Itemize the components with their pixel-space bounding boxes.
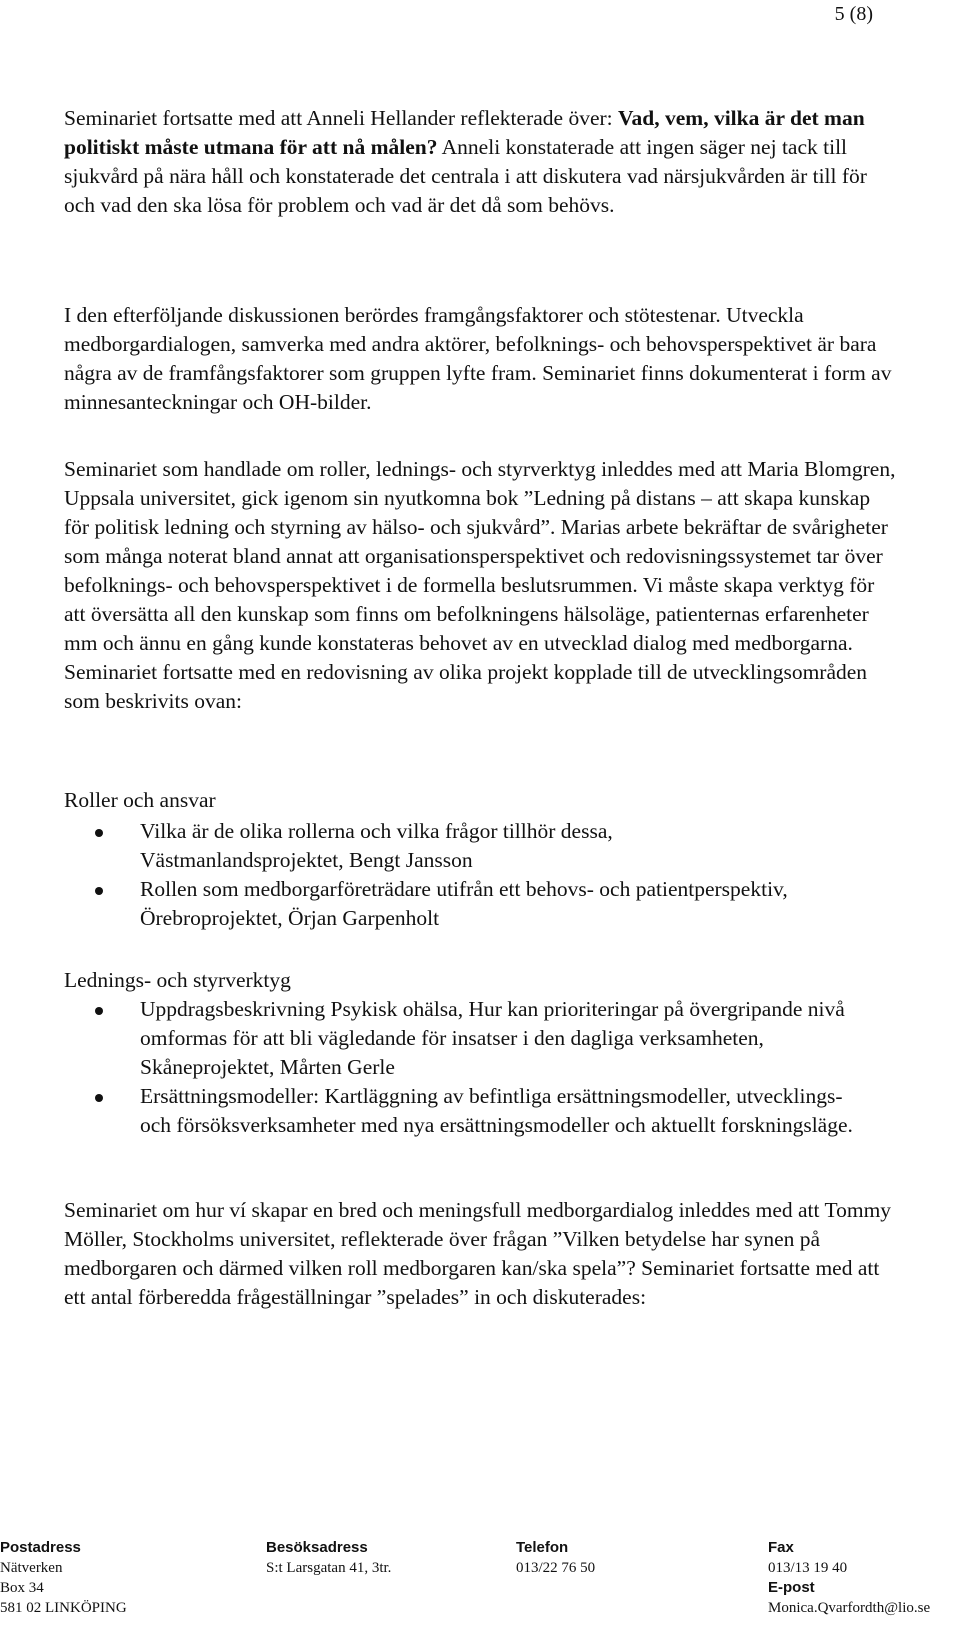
paragraph-rest: Anneli konstaterade att ingen säger nej tack till sjukvård på nära håll och konstaterade det centrala i att diskutera vad närsjukvården är till för och vad den ska lösa för problem och vad är det då som behövs. <box>64 135 867 217</box>
list-item <box>64 817 924 875</box>
footer-value: S:t Larsgatan 41, 3tr. <box>266 1560 392 1576</box>
footer-fax <box>768 1538 930 1618</box>
footer-postadress <box>0 1538 127 1618</box>
footer-value: Box 34 <box>0 1580 44 1596</box>
paragraph-bold-question: Vad, vem, vilka är det man politiskt måste utmana för att nå målen? <box>64 106 865 159</box>
page-footer <box>0 1538 960 1634</box>
list-item <box>64 995 854 1082</box>
lednings-list <box>64 995 854 1140</box>
paragraph-intro: Seminariet fortsatte med att Anneli Hellander reflekterade över: <box>64 106 618 130</box>
paragraph-discussion: I den efterföljande diskussionen berördes framgångsfaktorer och stötestenar. Utveckla medborgardialogen, samverka med andra aktörer, befolknings- och behovsperspektivet är bara några av de framfångsfaktorer som gruppen lyfte fram. Seminariet finns dokumenterat i form av minnesanteckningar och OH-bilder. <box>64 303 892 414</box>
section-heading-lednings: Lednings- och styrverktyg <box>64 968 291 992</box>
footer-telefon <box>516 1538 595 1578</box>
page-number: 5 (8) <box>834 3 873 25</box>
email-link[interactable]: Monica.Qvarfordth@lio.se <box>768 1600 931 1616</box>
paragraph-moller: Seminariet om hur ví skapar en bred och meningsfull medborgardialog inleddes med att Tommy Möller, Stockholms universitet, reflekterade över frågan ”Vilken betydelse har synen på medborgaren och därmed vilken roll medborgaren kan/ska spela”? Seminariet fortsatte med att ett antal förberedda frågeställningar ”spelades” in och diskuterades: <box>64 1198 892 1309</box>
list-item-line2: Västmanlandsprojektet, Bengt Jansson <box>140 848 473 872</box>
bullet-icon <box>95 1094 103 1102</box>
roller-list <box>64 817 924 933</box>
list-item <box>64 1082 854 1140</box>
footer-value: 581 02 LINKÖPING <box>0 1600 127 1616</box>
footer-value: Nätverken <box>0 1560 63 1576</box>
list-item-text: Ersättningsmodeller: Kartläggning av befintliga ersättningsmodeller, utvecklings- och försöksverksamheter med nya ersättningsmodeller och aktuellt forskningsläge. <box>140 1084 853 1137</box>
bullet-icon <box>95 887 103 895</box>
footer-label: E-post <box>768 1579 815 1596</box>
footer-label: Fax <box>768 1539 794 1556</box>
footer-besoksadress <box>266 1538 391 1578</box>
footer-label: Postadress <box>0 1539 81 1556</box>
list-item-line1: Vilka är de olika rollerna och vilka frågor tillhör dessa, <box>140 819 613 843</box>
paragraph-hellander <box>64 104 900 220</box>
list-item <box>64 875 924 933</box>
footer-value: 013/22 76 50 <box>516 1560 596 1576</box>
paragraph-blomgren: Seminariet som handlade om roller, lednings- och styrverktyg inleddes med att Maria Blomgren, Uppsala universitet, gick igenom sin nyutkomna bok ”Ledning på distans – att skapa kunskap för politisk ledning och styrning av hälso- och sjukvård”. Marias arbete bekräftar de svårigheter som många noterat bland annat att organisationsperspektivet och redovisningssystemet tar över befolknings- och behovsperspektivet i de formella beslutsrummen. Vi måste skapa verktyg för att översätta all den kunskap som finns om befolkningens hälsoläge, patienternas erfarenheter mm och ännu en gång kunde konstateras behovet av en utvecklad dialog med medborgarna. Seminariet fortsatte med en redovisning av olika projekt kopplade till de utvecklingsområden som beskrivits ovan: <box>64 457 896 713</box>
bullet-icon <box>95 829 103 837</box>
list-item-line2: Örebroprojektet, Örjan Garpenholt <box>140 906 440 930</box>
bullet-icon <box>95 1007 103 1015</box>
footer-value: 013/13 19 40 <box>768 1560 848 1576</box>
footer-label: Besöksadress <box>266 1539 368 1556</box>
list-item-line1: Rollen som medborgarföreträdare utifrån ett behovs- och patientperspektiv, <box>140 877 788 901</box>
section-heading-roller: Roller och ansvar <box>64 788 216 812</box>
footer-label: Telefon <box>516 1539 569 1556</box>
list-item-text: Uppdragsbeskrivning Psykisk ohälsa, Hur kan prioriteringar på övergripande nivå omformas för att bli vägledande för insatser i den dagliga verksamheten, Skåneprojektet, Mårten Gerle <box>140 997 845 1079</box>
